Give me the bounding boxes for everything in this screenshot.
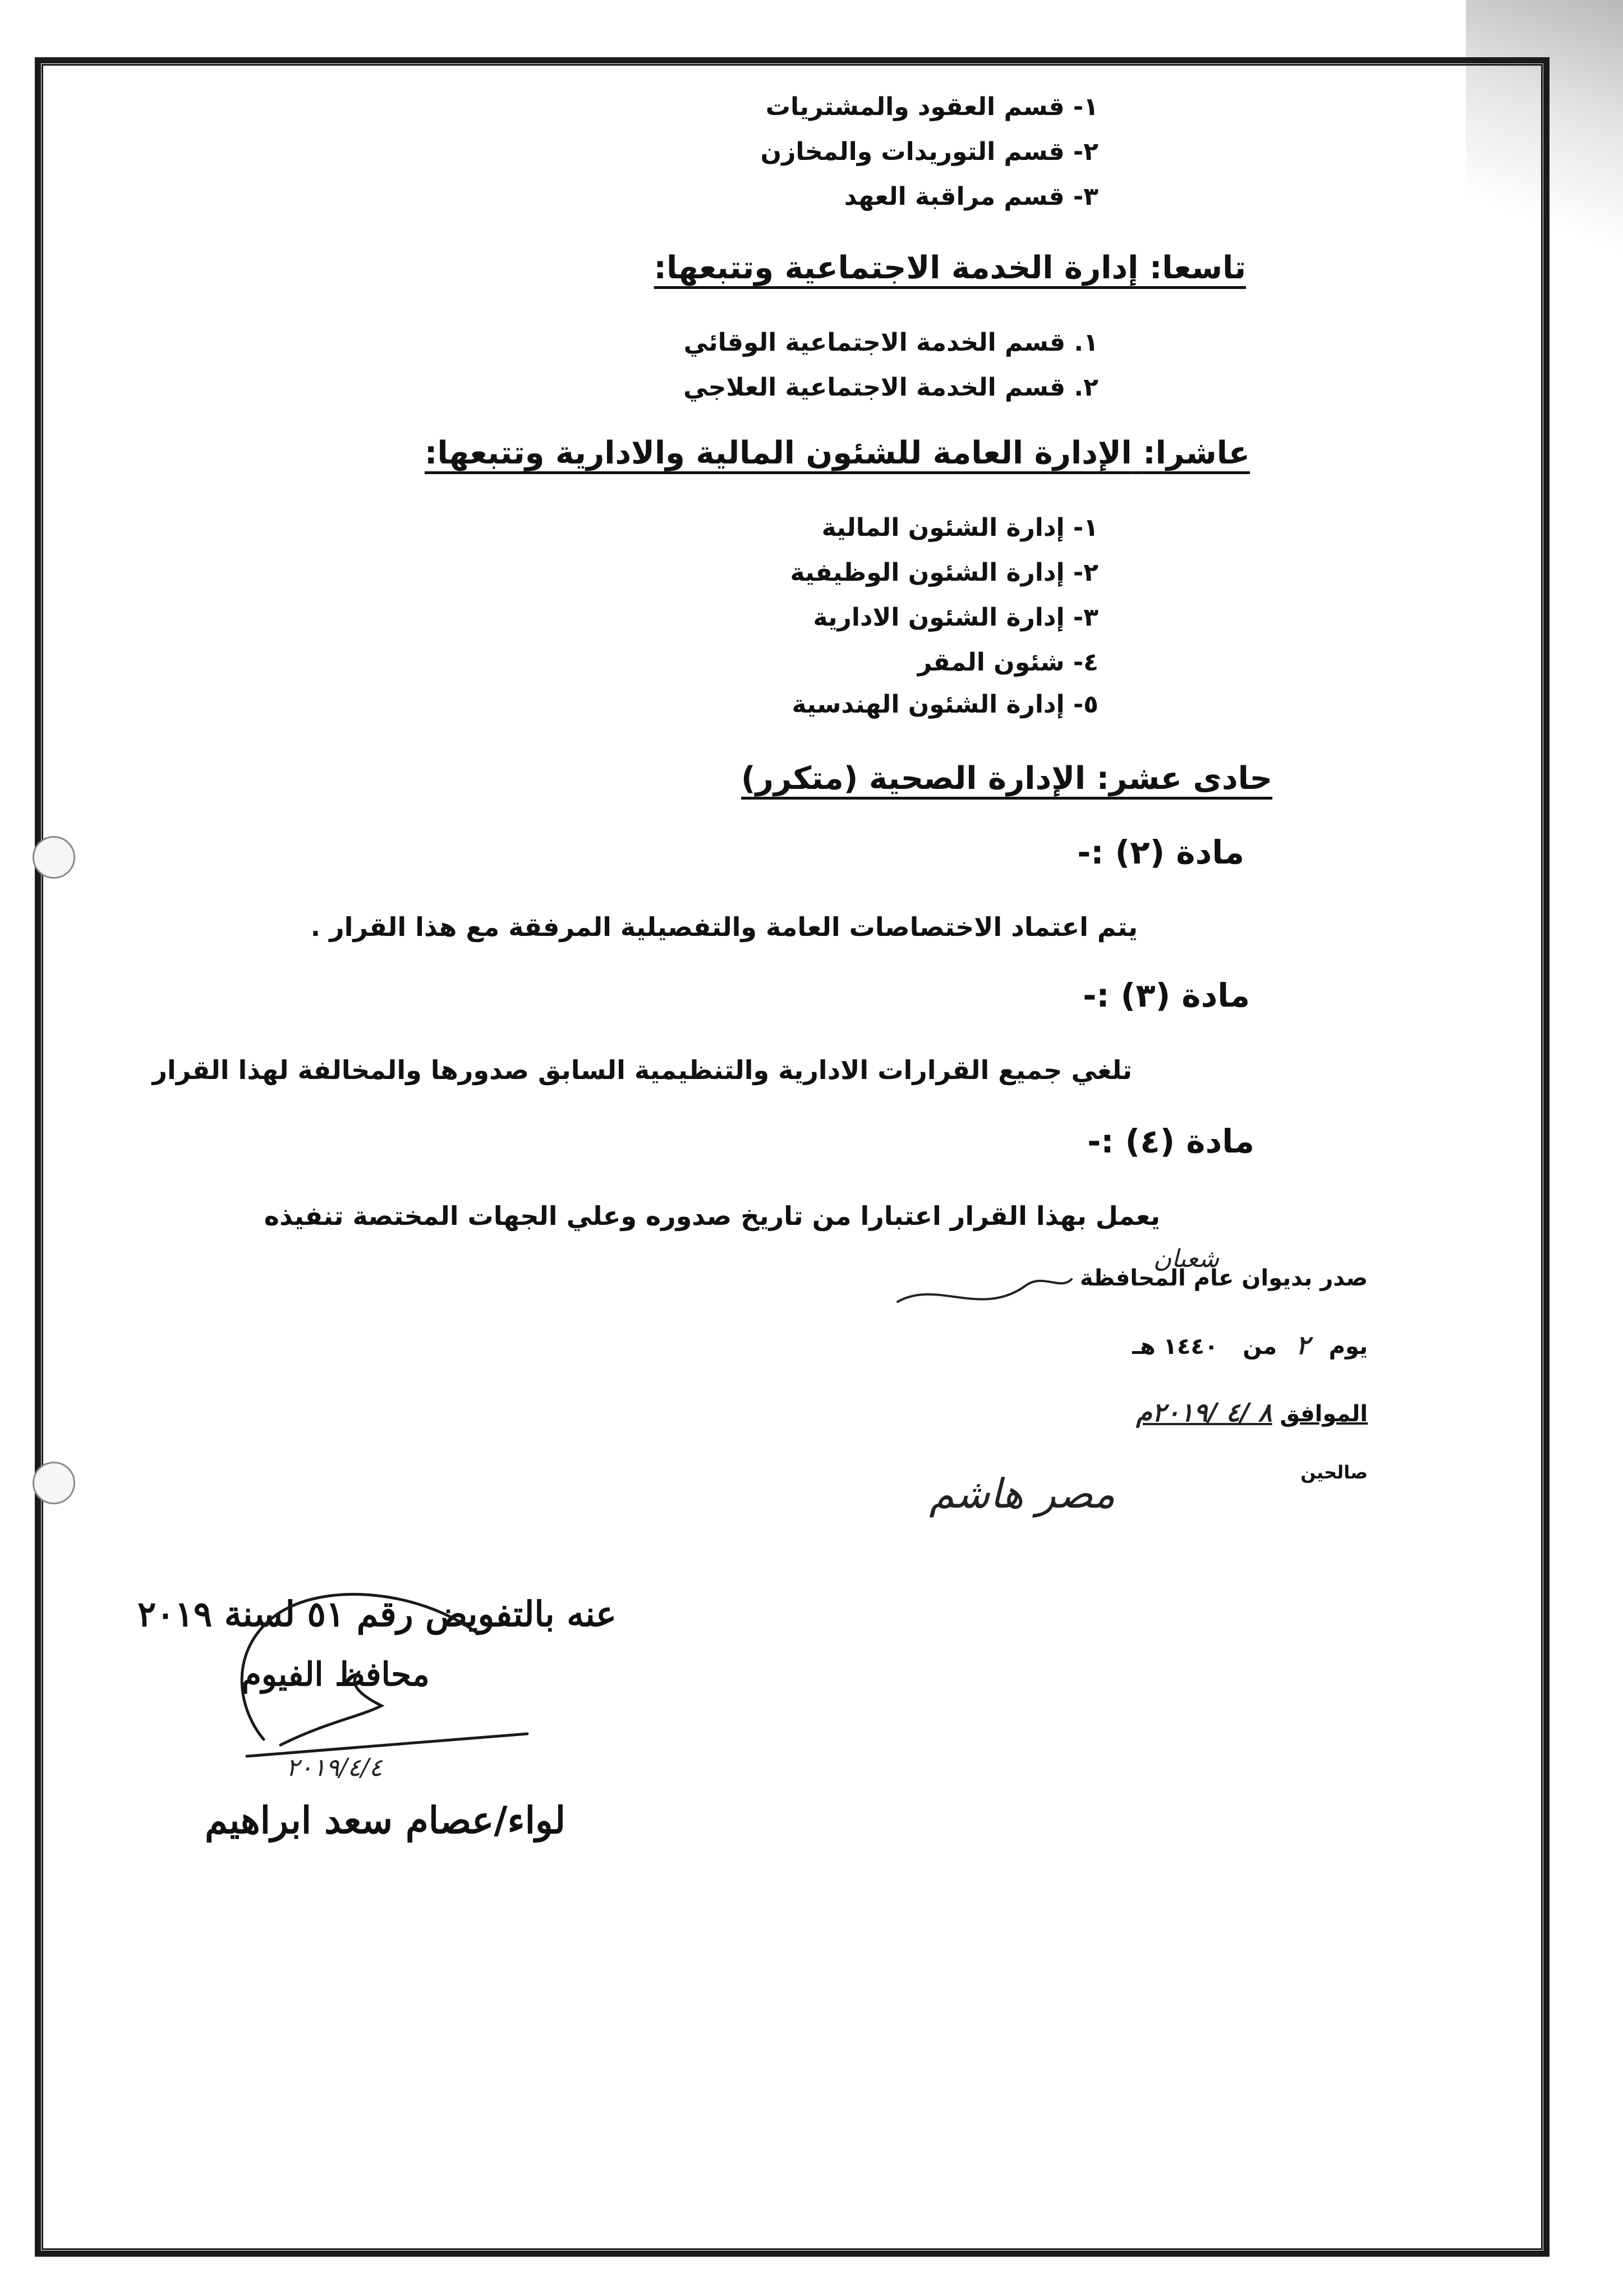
section-heading-eleventh: حادى عشر: الإدارة الصحية (متكرر) bbox=[741, 760, 1272, 797]
article-text: يعمل بهذا القرار اعتبارا من تاريخ صدوره وعلي الجهات المختصة تنفيذه bbox=[264, 1201, 1160, 1231]
punch-hole bbox=[33, 1462, 75, 1504]
list-item: ٥- إدارة الشئون الهندسية bbox=[792, 690, 1098, 719]
list-item: ١- قسم العقود والمشتريات bbox=[765, 93, 1098, 121]
section-label: عاشرا: bbox=[1143, 435, 1250, 471]
list-item: ٢- قسم التوريدات والمخازن bbox=[760, 137, 1098, 166]
signatory-name: لواء/عصام سعد ابراهيم bbox=[205, 1798, 566, 1842]
governor-title: محافظ الفيوم bbox=[241, 1655, 430, 1693]
delegation-stamp: عنه بالتفويض رقم ٥١ لسنة ٢٠١٩ bbox=[137, 1594, 617, 1634]
section-title: الإدارة العامة للشئون المالية والادارية وتتبعها: bbox=[424, 435, 1132, 471]
month-signature-stroke bbox=[892, 1268, 1077, 1335]
article-heading: مادة (٤) :- bbox=[1087, 1122, 1254, 1160]
punch-hole bbox=[33, 836, 75, 879]
from-label: من bbox=[1243, 1334, 1277, 1360]
list-item: ١- إدارة الشئون المالية bbox=[821, 513, 1098, 542]
reviewer-signature: مصر هاشم bbox=[929, 1470, 1115, 1517]
governor-signature-scribble bbox=[213, 1565, 561, 1790]
hijri-date-line bbox=[1132, 1330, 1368, 1360]
list-item: ٣- إدارة الشئون الادارية bbox=[813, 603, 1098, 632]
list-item: ٣- قسم مراقبة العهد bbox=[844, 182, 1098, 211]
hijri-year: ١٤٤٠ هـ bbox=[1132, 1334, 1219, 1360]
list-item: ٢. قسم الخدمة الاجتماعية العلاجي bbox=[683, 373, 1098, 402]
article-heading: مادة (٣) :- bbox=[1083, 976, 1250, 1014]
article-text: يتم اعتماد الاختصاصات العامة والتفصيلية المرفقة مع هذا القرار . bbox=[310, 912, 1138, 942]
day-label: يوم bbox=[1328, 1334, 1368, 1360]
list-item: ٢- إدارة الشئون الوظيفية bbox=[790, 558, 1098, 587]
article-text: تلغي جميع القرارات الادارية والتنظيمية السابق صدورها والمخالفة لهذا القرار bbox=[152, 1055, 1132, 1085]
article-heading: مادة (٢) :- bbox=[1077, 833, 1244, 871]
corresponding-label: الموافق bbox=[1280, 1401, 1368, 1427]
section-label: تاسعا: bbox=[1149, 250, 1246, 286]
handwritten-month: شعبان bbox=[1153, 1245, 1219, 1273]
section-heading-tenth bbox=[425, 435, 1250, 471]
handwritten-date: ٢٠١٩/٤/٤ bbox=[286, 1753, 383, 1782]
list-item: ١. قسم الخدمة الاجتماعية الوقائي bbox=[683, 328, 1098, 357]
gregorian-date-line bbox=[1136, 1397, 1368, 1427]
list-item: ٤- شئون المقر bbox=[917, 648, 1098, 677]
section-title: إدارة الخدمة الاجتماعية وتتبعها: bbox=[654, 250, 1139, 286]
issuance-place: صدر بديوان عام المحافظة bbox=[1079, 1265, 1368, 1291]
salheen-label: صالحين bbox=[1300, 1462, 1368, 1483]
gregorian-date: ٨ /٤ /٢٠١٩م bbox=[1136, 1397, 1272, 1427]
section-heading-ninth bbox=[654, 250, 1246, 286]
day-value: ٢ bbox=[1295, 1330, 1310, 1360]
